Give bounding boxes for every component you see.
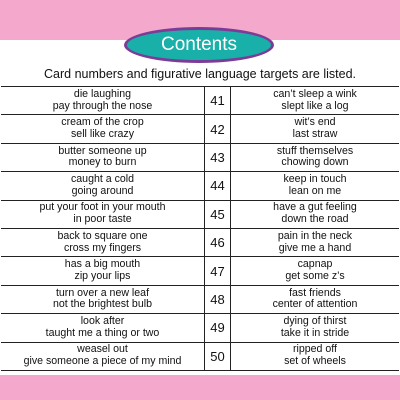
intro-text: Card numbers and figurative language targets are listed. [44,67,356,81]
target-phrase: butter someone up [58,144,147,157]
table-row [1,286,399,314]
target-phrase: down the road [281,213,349,226]
table-row [1,314,399,342]
left-targets-cell [1,201,204,228]
right-targets-cell [231,229,399,256]
target-phrase: fast friends [289,286,341,299]
target-phrase: capnap [297,258,333,271]
contents-title-badge [124,27,274,63]
table-row [1,201,399,229]
target-phrase: get some z’s [285,270,345,283]
target-phrase: stuff themselves [276,144,354,157]
target-phrase: slept like a log [281,99,349,112]
left-targets-cell [1,343,204,370]
target-phrase: die laughing [73,87,132,100]
left-targets-cell [1,87,204,114]
left-targets-cell [1,229,204,256]
target-phrase: caught a cold [70,173,135,186]
right-targets-cell [231,314,399,341]
left-targets-cell [1,172,204,199]
left-targets-cell [1,286,204,313]
target-phrase: weasel out [77,343,128,356]
right-targets-cell [231,144,399,171]
target-phrase: center of attention [272,298,358,311]
right-targets-cell [231,343,399,370]
card-number: 48 [204,286,231,313]
card-number: 45 [204,201,231,228]
target-phrase: going around [71,184,134,197]
target-phrase: has a big mouth [64,258,141,271]
right-targets-cell [231,172,399,199]
table-row [1,115,399,143]
target-phrase: in poor taste [73,213,132,226]
bottom-band [0,375,400,400]
target-phrase: pain in the neck [277,229,353,242]
target-phrase: back to square one [57,229,148,242]
target-phrase: zip your lips [74,270,131,283]
table-row [1,172,399,200]
target-phrase: keep in touch [283,173,347,186]
table-row [1,87,399,115]
target-phrase: cross my fingers [63,241,142,254]
left-targets-cell [1,115,204,142]
target-phrase: have a gut feeling [273,201,357,214]
card-number: 43 [204,144,231,171]
card-number: 44 [204,172,231,199]
left-targets-cell [1,257,204,284]
table-row [1,257,399,285]
right-targets-cell [231,257,399,284]
right-targets-cell [231,87,399,114]
target-phrase: sell like crazy [71,128,134,141]
right-targets-cell [231,286,399,313]
page-title: Contents [160,34,238,55]
target-phrase: last straw [292,128,338,141]
card-number: 47 [204,257,231,284]
table-row [1,343,399,371]
card-number: 50 [204,343,231,370]
target-phrase: taught me a thing or two [45,326,160,339]
target-phrase: can’t sleep a wink [273,87,357,100]
target-phrase: give me a hand [278,241,352,254]
contents-table [1,86,399,371]
card-number: 49 [204,314,231,341]
target-phrase: money to burn [68,156,137,169]
target-phrase: ripped off [293,343,337,356]
card-number: 41 [204,87,231,114]
target-phrase: lean on me [288,184,342,197]
right-targets-cell [231,115,399,142]
table-row [1,229,399,257]
target-phrase: give someone a piece of my mind [23,355,182,368]
left-targets-cell [1,314,204,341]
target-phrase: dying of thirst [283,315,347,328]
target-phrase: chowing down [281,156,349,169]
target-phrase: turn over a new leaf [55,286,150,299]
right-targets-cell [231,201,399,228]
target-phrase: put your foot in your mouth [39,201,166,214]
card-number: 46 [204,229,231,256]
target-phrase: wit’s end [294,116,336,129]
table-row [1,144,399,172]
target-phrase: take it in stride [280,326,350,339]
target-phrase: not the brightest bulb [53,298,152,311]
target-phrase: cream of the crop [61,116,144,129]
target-phrase: look after [80,315,125,328]
target-phrase: pay through the nose [52,99,153,112]
target-phrase: set of wheels [284,355,346,368]
card-number: 42 [204,115,231,142]
left-targets-cell [1,144,204,171]
